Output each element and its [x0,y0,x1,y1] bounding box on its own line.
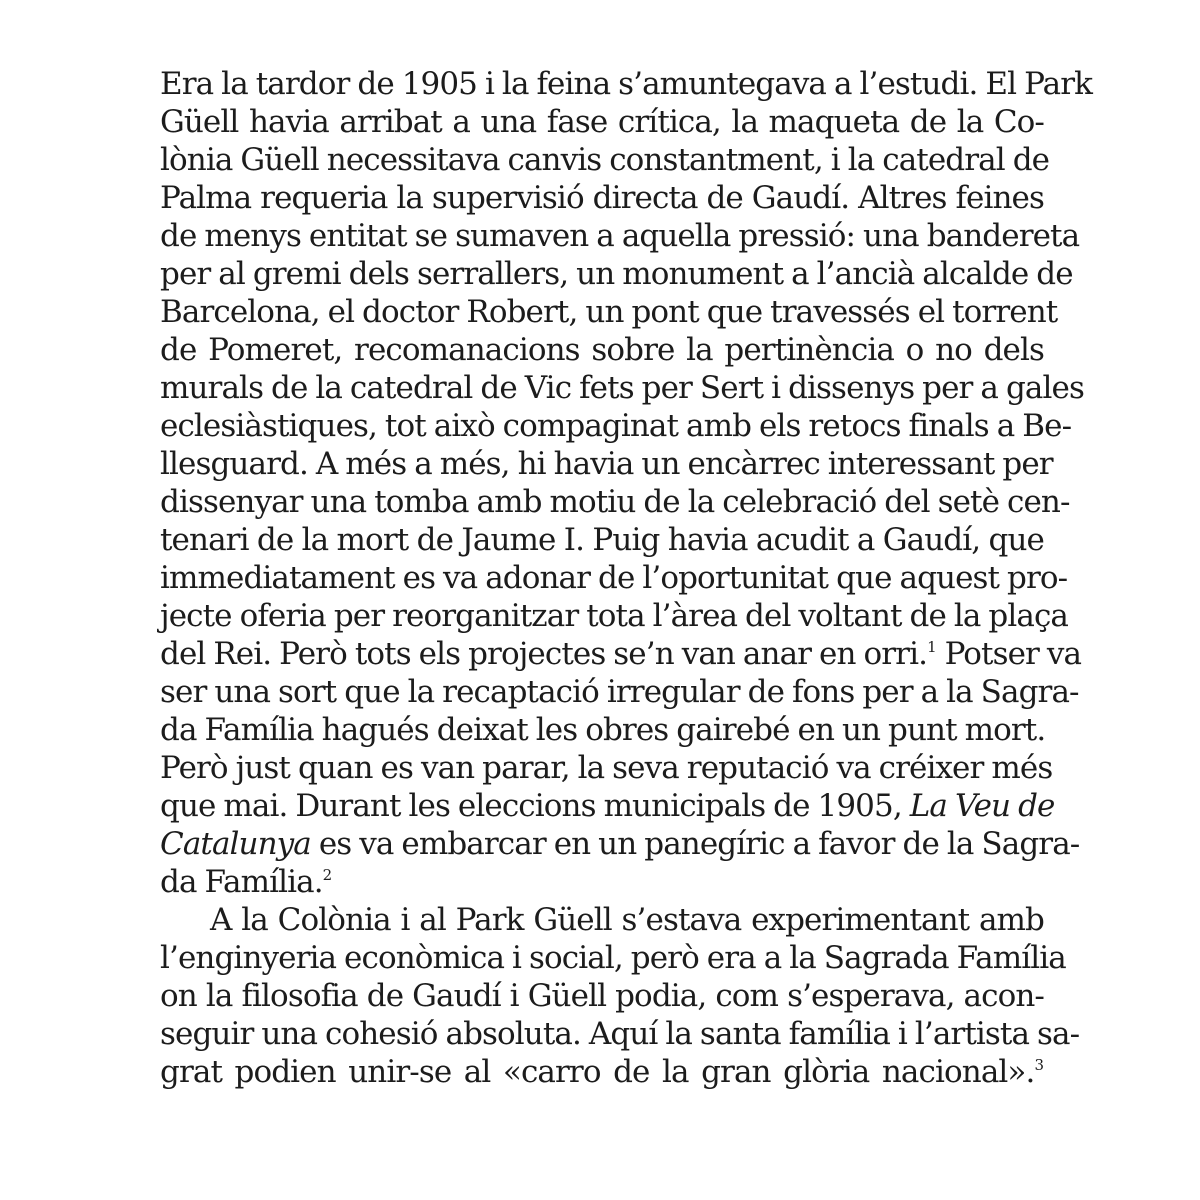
text-line: eclesiàstiques, tot això compaginat amb els retocs finals a Be- [160,408,1072,444]
footnote-marker[interactable]: 2 [322,866,333,884]
text-line: Catalunya es va embarcar en un panegíric a favor de la Sagra- [160,826,1080,862]
text-line: jecte oferia per reorganitzar tota l’àrea del voltant de la plaça [160,598,1069,634]
text-line: l’enginyeria econòmica i social, però era a la Sagrada Família [160,940,1066,976]
text-line: grat podien unir-se al «carro de la gran glòria nacional».$^3$ [160,1054,1044,1090]
text-line: Però just quan es van parar, la seva reputació va créixer més [160,750,1053,786]
text-line: per al gremi dels serrallers, un monument a l’ancià alcalde de [160,256,1073,292]
text-line: da Família hagués deixat les obres gairebé en un punt mort. [160,712,1046,748]
text-line: on la filosofia de Gaudí i Güell podia, com s’esperava, acon- [160,978,1044,1014]
text-line: de menys entitat se sumaven a aquella pressió: una bandereta [160,218,1080,254]
text-line: seguir una cohesió absoluta. Aquí la santa família i l’artista sa- [160,1016,1080,1052]
text-line: da Família.$^2$ [160,864,333,900]
text-line: Palma requeria la supervisió directa de Gaudí. Altres feines [160,180,1044,216]
text-line: immediatament es va adonar de l’oportunitat que aquest pro- [160,560,1068,596]
italic-title: La Veu de [909,788,1055,824]
text-line: tenari de la mort de Jaume I. Puig havia acudit a Gaudí, que [160,522,1044,558]
italic-title: Catalunya [160,826,311,862]
footnote-marker[interactable]: 1 [927,638,937,656]
text-line: Güell havia arribat a una fase crítica, la maqueta de la Co- [160,104,1044,140]
text-line: A la Colònia i al Park Güell s’estava experimentant amb [210,902,1044,938]
text-line: dissenyar una tomba amb motiu de la celebració del setè cen- [160,484,1070,520]
text-line: de Pomeret, recomanacions sobre la pertinència o no dels [160,332,1044,368]
text-line: Barcelona, el doctor Robert, un pont que travessés el torrent [160,294,1058,330]
text-line: Era la tardor de 1905 i la feina s’amuntegava a l’estudi. El Park [160,66,1093,102]
text-line: murals de la catedral de Vic fets per Sert i dissenys per a gales [160,370,1084,406]
text-line: lònia Güell necessitava canvis constantment, i la catedral de [160,142,1050,178]
text-line: del Rei. Però tots els projectes se’n van anar en orri.$^1$ Potser va [160,636,1082,672]
text-line: ser una sort que la recaptació irregular de fons per a la Sagra- [160,674,1079,710]
text-line: llesguard. A més a més, hi havia un encàrrec interessant per [160,446,1053,482]
footnote-marker[interactable]: 3 [1034,1056,1044,1074]
text-line: que mai. Durant les eleccions municipals de 1905, La Veu de [160,788,1055,824]
